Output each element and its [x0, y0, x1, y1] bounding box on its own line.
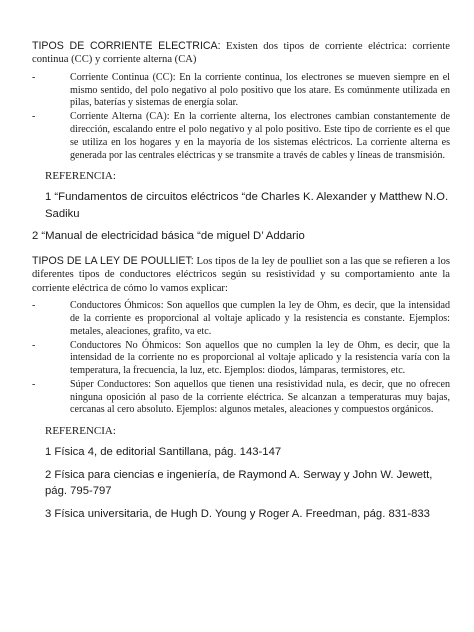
bullet-dash: -	[32, 300, 36, 312]
section1-heading: TIPOS DE CORRIENTE ELECTRICA:	[32, 40, 221, 52]
section2-reference-3: 3 Física universitaria, de Hugh D. Young y Roger A. Freedman, pág. 831-833	[45, 507, 430, 520]
list-item	[32, 340, 450, 378]
list-item	[32, 72, 450, 110]
section1-reference-2: 2 “Manual de electricidad básica “de miguel D’ Addario	[32, 230, 305, 243]
section1-reference-label: REFERENCIA:	[45, 170, 116, 183]
list-item	[32, 379, 450, 417]
document-page	[32, 40, 450, 522]
list-item-text: Conductores No Óhmicos: Son aquellos que no cumplen la ley de Ohm, es decir, que la intensidad de la corriente no es proporcional al voltaje aplicado y la resistencia varía con la temperatura, la frecuencia, la luz, etc. Ejemplos: diodos, lámparas, termistores, etc.	[70, 339, 450, 377]
list-item-text: Corriente Alterna (CA): En la corriente alterna, los electrones cambian constantemente de dirección, escalando entre el polo negativo y al polo positivo. Este tipo de corriente es el que se utiliza en los hogares y en la mayoría de los sistemas eléctricos. La corriente alterna es generada por las centrales eléctricas y se transmite a través de cables y líneas de transmisión.	[70, 111, 450, 161]
section2-reference-1: 1 Física 4, de editorial Santillana, pág. 143-147	[45, 446, 282, 459]
section1-intro: Existen dos tipos de corriente eléctrica: corriente continua (CC) y corriente alterna (CA)	[32, 41, 450, 66]
section2-reference-label: REFERENCIA:	[45, 425, 116, 438]
list-item	[32, 111, 450, 162]
bullet-dash: -	[32, 71, 36, 83]
section2-paragraph	[32, 255, 450, 295]
section1-reference-1: 1 “Fundamentos de circuitos eléctricos “de Charles K. Alexander y Matthew N.O. Sadiku	[45, 191, 449, 220]
bullet-dash: -	[32, 339, 36, 351]
section2-list	[32, 300, 450, 417]
list-item	[32, 300, 450, 338]
list-item-text: Conductores Óhmicos: Son aquellos que cumplen la ley de Ohm, es decir, que la intensidad de la corriente es proporcional al voltaje aplicado y la resistencia es constante. Ejemplos: metales, aleaciones, grafito, va etc.	[70, 300, 450, 337]
list-item-text: Corriente Continua (CC): En la corriente continua, los electrones se mueven siempre en el mismo sentido, del polo negativo al polo positivo que los atare. Es comúnmente utilizada en pilas, baterías y sistemas de energía solar.	[70, 71, 450, 109]
section1-list	[32, 72, 450, 163]
bullet-dash: -	[32, 378, 36, 390]
section2-intro: Los tipos de la ley de poulliet son a las que se refieren a los diferentes tipos de conductores eléctricos según su resistividad y su comportamiento ante la corriente eléctrica de cómo lo vamos explicar:	[32, 255, 450, 294]
list-item-text: Súper Conductores: Son aquellos que tienen una resistividad nula, es decir, que no ofrecen ninguna oposición al paso de la corriente eléctrica. Se alcanzan a temperaturas muy bajas, cercanas al cero absoluto. Ejemplos: algunos metales, aleaciones y compuestos orgánicos.	[70, 378, 450, 416]
section2-reference-2: 2 Física para ciencias e ingeniería, de Raymond A. Serway y John W. Jewett, pág. 795-797	[45, 468, 433, 498]
section2-heading: TIPOS DE LA LEY DE POULLIET:	[32, 254, 194, 267]
section1-paragraph	[32, 40, 450, 67]
bullet-dash: -	[32, 111, 36, 123]
